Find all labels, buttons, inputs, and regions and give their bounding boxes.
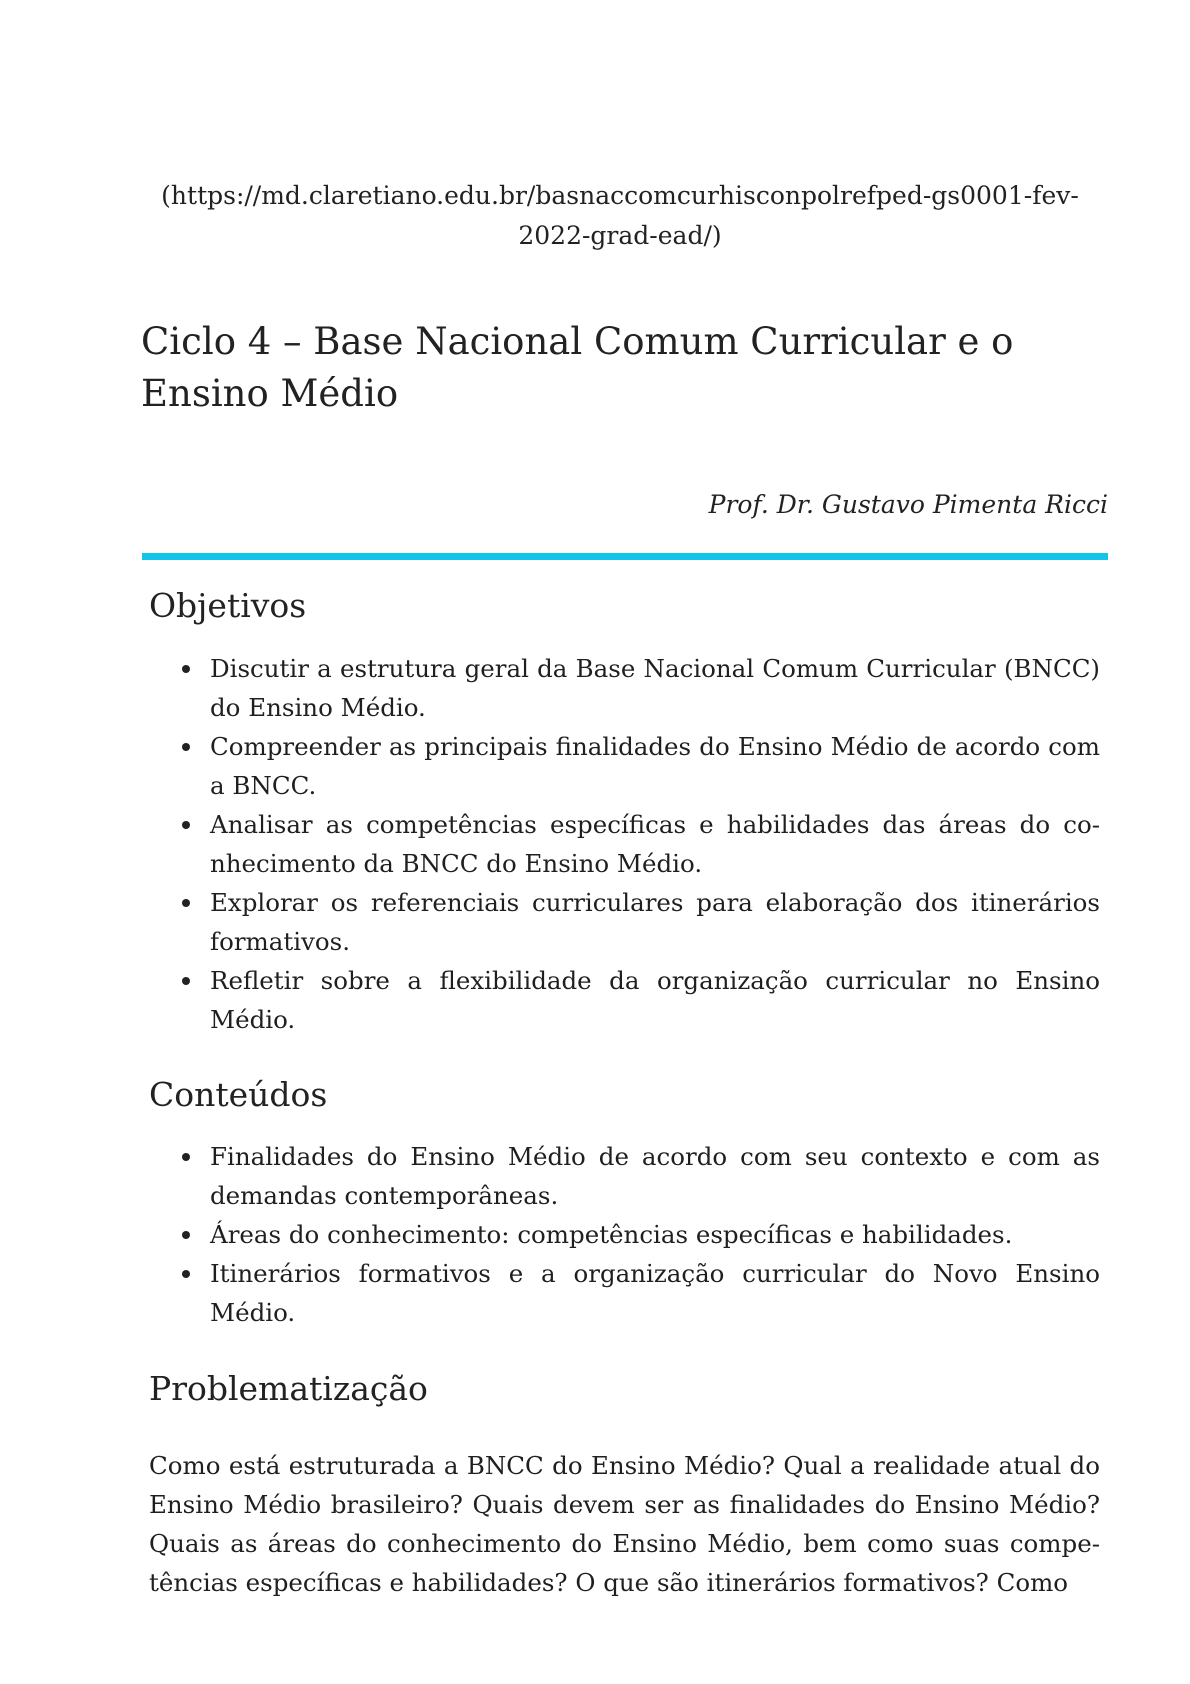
- source-url[interactable]: (https://md.claretiano.edu.br/basnaccomcurhisconpolrefped-gs0001-fev-2022-grad-ead/): [161, 181, 1079, 250]
- objetivos-list: [210, 649, 1100, 1039]
- list-item: [210, 727, 1100, 805]
- bullet-icon: [182, 1231, 190, 1239]
- section-heading-conteudos: Conteúdos: [149, 1075, 328, 1114]
- list-item-text: Refletir sobre a flexibilidade da organização curricular no Ensino Médio.: [210, 966, 1100, 1034]
- list-item-text: Compreender as principais finalidades do Ensino Médio de acordo com a BNCC.: [210, 732, 1100, 800]
- list-item: [210, 1254, 1100, 1332]
- list-item-text: Áreas do conhecimento: competências específicas e habilidades.: [210, 1220, 1013, 1249]
- bullet-icon: [182, 1153, 190, 1161]
- list-item-text: Discutir a estrutura geral da Base Nacional Comum Curricular (BNCC) do Ensino Médio.: [210, 654, 1100, 722]
- list-item-text: Itinerários formativos e a organização curricular do Novo Ensino Médio.: [210, 1259, 1100, 1327]
- list-item: [210, 805, 1100, 883]
- problematizacao-paragraph: Como está estruturada a BNCC do Ensino Médio? Qual a realidade atual do Ensino Médio brasileiro? Quais devem ser as finalidades do Ensino Médio? Quais as áreas do conhecimento do Ensino Médio, bem como suas competências específicas e habilidades? O que são itinerários formativos? Como: [149, 1451, 1100, 1597]
- bullet-icon: [182, 977, 190, 985]
- conteudos-list: [210, 1137, 1100, 1332]
- list-item-text: Finalidades do Ensino Médio de acordo com seu contexto e com as demandas contemporâneas.: [210, 1142, 1100, 1210]
- list-item-text: Analisar as competências específicas e habilidades das áreas do conhecimento da BNCC do Ensino Médio.: [210, 810, 1100, 878]
- list-item: [210, 961, 1100, 1039]
- page-title: Ciclo 4 – Base Nacional Comum Curricular e o Ensino Médio: [141, 320, 1014, 415]
- list-item: [210, 1215, 1100, 1254]
- bullet-icon: [182, 821, 190, 829]
- list-item: [210, 649, 1100, 727]
- bullet-icon: [182, 1270, 190, 1278]
- list-item: [210, 1137, 1100, 1215]
- bullet-icon: [182, 665, 190, 673]
- section-heading-objetivos: Objetivos: [149, 586, 307, 625]
- divider-rule: [142, 553, 1108, 560]
- bullet-icon: [182, 743, 190, 751]
- list-item-text: Explorar os referenciais curriculares para elaboração dos itinerários formativos.: [210, 888, 1100, 956]
- section-heading-problematizacao: Problematização: [149, 1369, 428, 1408]
- author-name: Prof. Dr. Gustavo Pimenta Ricci: [708, 490, 1108, 519]
- bullet-icon: [182, 899, 190, 907]
- list-item: [210, 883, 1100, 961]
